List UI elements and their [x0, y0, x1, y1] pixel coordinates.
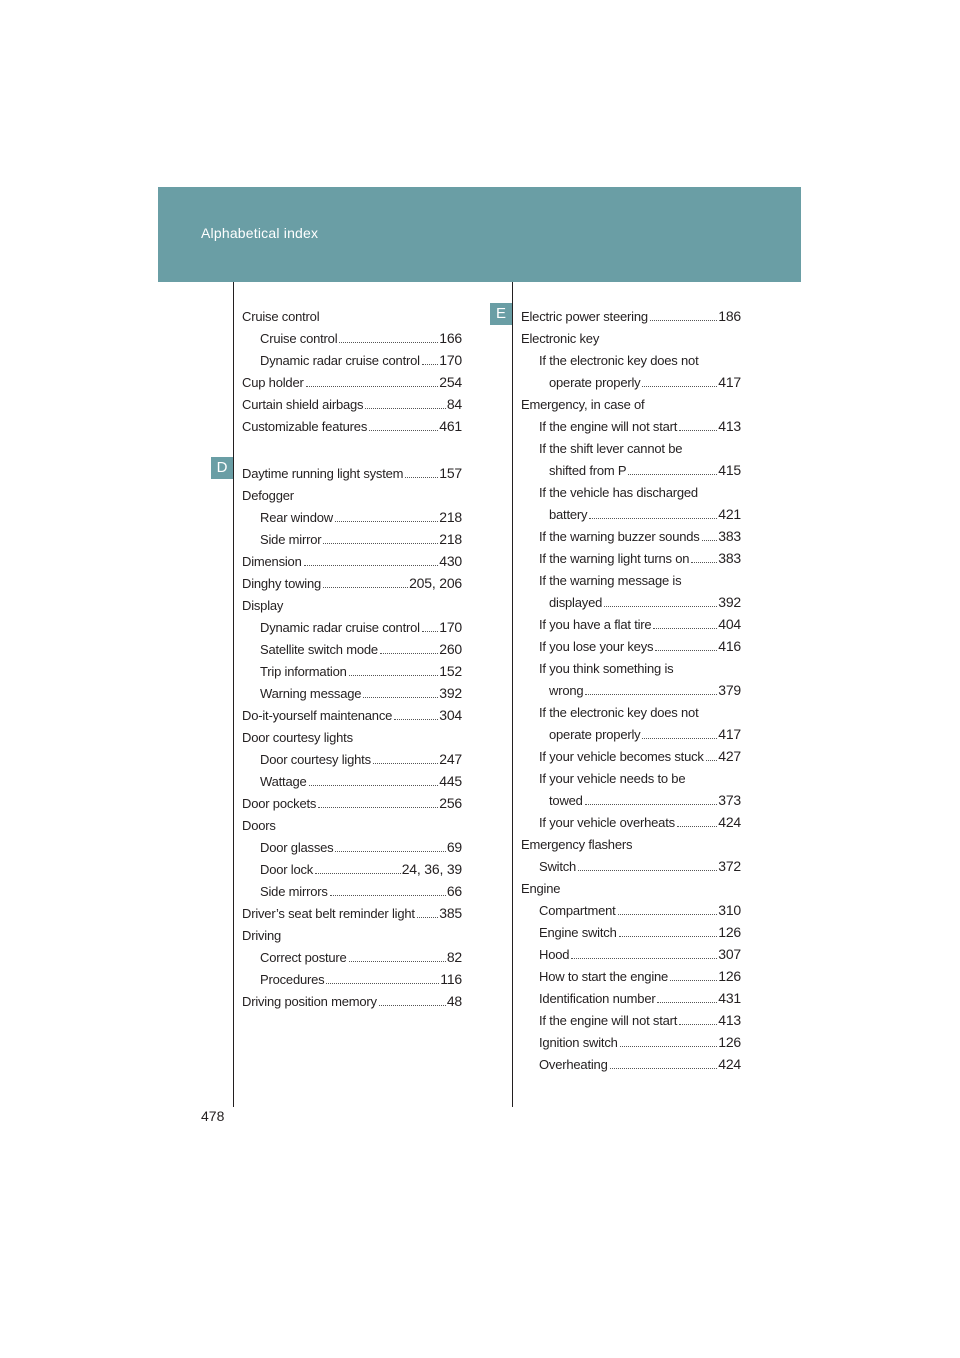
entry-page-number[interactable]: 256: [439, 795, 462, 811]
entry-text: Cruise control: [260, 331, 338, 346]
index-entry[interactable]: [242, 346, 462, 368]
entry-text: If the warning light turns on: [539, 551, 690, 566]
entry-text: Identification number: [539, 991, 656, 1006]
index-entry[interactable]: [242, 833, 462, 855]
dot-leader: [304, 557, 439, 566]
entry-page-number[interactable]: 424: [718, 814, 741, 830]
index-entry: [242, 481, 462, 503]
dot-leader: [650, 312, 717, 321]
entry-page-number[interactable]: 152: [439, 663, 462, 679]
dot-leader: [394, 711, 438, 720]
entry-text: Dynamic radar cruise control: [260, 353, 420, 368]
dot-leader: [349, 667, 439, 676]
entry-page-number[interactable]: 310: [718, 902, 741, 918]
dot-leader: [369, 422, 438, 431]
entry-page-number[interactable]: 385: [439, 905, 462, 921]
index-entry[interactable]: [242, 767, 462, 789]
index-entry[interactable]: [521, 984, 741, 1006]
entry-page-number[interactable]: 392: [439, 685, 462, 701]
index-entry[interactable]: [521, 632, 741, 654]
entry-text: Cruise control: [242, 309, 320, 324]
entry-text: If the shift lever cannot be: [539, 441, 683, 456]
entry-page-number[interactable]: 461: [439, 418, 462, 434]
dot-leader: [604, 598, 717, 607]
dot-leader: [679, 422, 717, 431]
index-entry[interactable]: [521, 1006, 741, 1028]
entry-page-number[interactable]: 166: [439, 330, 462, 346]
entry-text: Switch: [539, 859, 577, 874]
index-entry: [521, 390, 741, 412]
dot-leader: [670, 972, 717, 981]
dot-leader: [653, 620, 717, 629]
dot-leader: [657, 994, 717, 1003]
entry-text: Hood: [539, 947, 570, 962]
dot-leader: [642, 378, 717, 387]
index-entry: [242, 811, 462, 833]
entry-page-number[interactable]: 392: [718, 594, 741, 610]
index-entry[interactable]: [521, 368, 741, 390]
dot-leader: [380, 645, 438, 654]
entry-page-number[interactable]: 260: [439, 641, 462, 657]
dot-leader: [702, 532, 718, 541]
entry-text: If you think something is: [539, 661, 674, 676]
dot-leader: [628, 466, 717, 475]
index-entry[interactable]: [242, 547, 462, 569]
entry-page-number[interactable]: 304: [439, 707, 462, 723]
dot-leader: [642, 730, 717, 739]
entry-text: If the electronic key does not: [539, 705, 699, 720]
entry-page-number[interactable]: 205, 206: [409, 575, 462, 591]
index-entry[interactable]: [521, 720, 741, 742]
dot-leader: [589, 510, 717, 519]
page-header: [158, 187, 801, 282]
left-rule: [233, 282, 234, 1107]
entry-text: If your vehicle becomes stuck: [539, 749, 704, 764]
entry-text: shifted from P: [549, 463, 627, 478]
entry-text: If the vehicle has discharged: [539, 485, 698, 500]
entry-text: Emergency flashers: [521, 837, 633, 852]
entry-page-number[interactable]: 307: [718, 946, 741, 962]
entry-text: Engine: [521, 881, 561, 896]
index-entry[interactable]: [521, 302, 741, 324]
index-entry[interactable]: [521, 896, 741, 918]
entry-text: Warning message: [260, 686, 362, 701]
entry-text: If the warning buzzer sounds: [539, 529, 700, 544]
index-entry[interactable]: [521, 808, 741, 830]
entry-text: towed: [549, 793, 583, 808]
index-entry[interactable]: [521, 522, 741, 544]
index-entry[interactable]: [521, 940, 741, 962]
index-entry[interactable]: [521, 588, 741, 610]
entry-text: Ignition switch: [539, 1035, 618, 1050]
entry-page-number[interactable]: 413: [718, 1012, 741, 1028]
index-entry[interactable]: [242, 679, 462, 701]
index-entry[interactable]: [242, 899, 462, 921]
entry-text: Side mirror: [260, 532, 322, 547]
index-entry: [521, 566, 741, 588]
entry-text: Door pockets: [242, 796, 317, 811]
index-entry[interactable]: [242, 368, 462, 390]
index-entry: [521, 346, 741, 368]
entry-page-number[interactable]: 84: [446, 396, 462, 412]
dot-leader: [619, 928, 718, 937]
index-entry[interactable]: [242, 569, 462, 591]
entry-text: Wattage: [260, 774, 307, 789]
entry-page-number[interactable]: 424: [718, 1056, 741, 1072]
entry-page-number[interactable]: 48: [446, 993, 462, 1009]
dot-leader: [379, 997, 446, 1006]
dot-leader: [655, 642, 717, 651]
index-entry[interactable]: [242, 525, 462, 547]
index-entry[interactable]: [521, 610, 741, 632]
right-index-column: [521, 302, 741, 1072]
entry-page-number[interactable]: 421: [718, 506, 741, 522]
dot-leader: [422, 356, 438, 365]
entry-text: Electronic key: [521, 331, 600, 346]
entry-text: Do-it-yourself maintenance: [242, 708, 393, 723]
index-entry[interactable]: [521, 918, 741, 940]
entry-text: Dinghy towing: [242, 576, 322, 591]
index-entry[interactable]: [521, 500, 741, 522]
entry-text: Procedures: [260, 972, 325, 987]
entry-text: operate properly: [549, 375, 641, 390]
entry-text: Rear window: [260, 510, 333, 525]
dot-leader: [618, 906, 718, 915]
dot-leader: [405, 469, 438, 478]
section-tab-d[interactable]: D: [211, 457, 233, 479]
entry-text: Compartment: [539, 903, 616, 918]
entry-page-number[interactable]: 416: [718, 638, 741, 654]
dot-leader: [620, 1038, 718, 1047]
index-entry: [521, 874, 741, 896]
entry-text: Door courtesy lights: [260, 752, 371, 767]
index-entry[interactable]: [521, 1028, 741, 1050]
entry-page-number[interactable]: 247: [439, 751, 462, 767]
entry-page-number[interactable]: 372: [718, 858, 741, 874]
entry-text: If the engine will not start: [539, 419, 678, 434]
entry-text: If your vehicle overheats: [539, 815, 675, 830]
entry-text: battery: [549, 507, 588, 522]
entry-page-number[interactable]: 24, 36, 39: [401, 861, 462, 877]
entry-page-number[interactable]: 116: [440, 971, 462, 987]
index-entry[interactable]: [521, 786, 741, 808]
dot-leader: [349, 953, 446, 962]
entry-text: Satellite switch mode: [260, 642, 378, 657]
entry-page-number[interactable]: 373: [718, 792, 741, 808]
entry-text: Defogger: [242, 488, 294, 503]
entry-page-number[interactable]: 417: [718, 374, 741, 390]
index-entry[interactable]: [521, 962, 741, 984]
entry-text: How to start the engine: [539, 969, 669, 984]
entry-page-number[interactable]: 82: [446, 949, 462, 965]
entry-page-number[interactable]: 170: [439, 619, 462, 635]
dot-leader: [315, 865, 401, 874]
entry-page-number[interactable]: 66: [446, 883, 462, 899]
entry-page-number[interactable]: 69: [446, 839, 462, 855]
entry-text: Door lock: [260, 862, 314, 877]
index-entry: [521, 698, 741, 720]
dot-leader: [417, 909, 438, 918]
index-entry[interactable]: [242, 324, 462, 346]
dot-leader: [330, 887, 446, 896]
index-entry[interactable]: [242, 987, 462, 1009]
dot-leader: [323, 579, 408, 588]
entry-text: Engine switch: [539, 925, 617, 940]
entry-page-number[interactable]: 126: [718, 924, 741, 940]
index-entry: [242, 591, 462, 613]
index-entry[interactable]: [242, 877, 462, 899]
index-entry[interactable]: [242, 701, 462, 723]
index-entry[interactable]: [242, 459, 462, 481]
entry-page-number[interactable]: 430: [439, 553, 462, 569]
dot-leader: [339, 334, 438, 343]
index-entry[interactable]: [242, 390, 462, 412]
entry-text: Side mirrors: [260, 884, 328, 899]
dot-leader: [706, 752, 718, 761]
entry-text: Emergency, in case of: [521, 397, 645, 412]
entry-page-number[interactable]: 431: [718, 990, 741, 1006]
entry-page-number[interactable]: 379: [718, 682, 741, 698]
entry-page-number[interactable]: 413: [718, 418, 741, 434]
dot-leader: [578, 862, 717, 871]
index-entry[interactable]: [242, 613, 462, 635]
index-entry[interactable]: [242, 412, 462, 434]
dot-leader: [323, 535, 438, 544]
index-entry[interactable]: [521, 852, 741, 874]
section-tab-e[interactable]: E: [490, 303, 512, 325]
entry-page-number[interactable]: 157: [439, 465, 462, 481]
index-entry: [521, 830, 741, 852]
index-entry[interactable]: [242, 855, 462, 877]
entry-page-number[interactable]: 218: [439, 509, 462, 525]
dot-leader: [326, 975, 439, 984]
index-entry: [521, 654, 741, 676]
entry-page-number[interactable]: 415: [718, 462, 741, 478]
entry-text: If the engine will not start: [539, 1013, 678, 1028]
page-number: 478: [201, 1108, 225, 1124]
entry-text: Curtain shield airbags: [242, 397, 364, 412]
right-rule: [512, 282, 513, 1107]
index-entry: [521, 478, 741, 500]
entry-text: Display: [242, 598, 284, 613]
entry-text: Doors: [242, 818, 276, 833]
entry-text: If you lose your keys: [539, 639, 654, 654]
index-entry[interactable]: [521, 676, 741, 698]
index-entry[interactable]: [242, 943, 462, 965]
entry-text: Driving position memory: [242, 994, 377, 1009]
entry-text: If the electronic key does not: [539, 353, 699, 368]
index-entry: [521, 434, 741, 456]
dot-leader: [585, 686, 717, 695]
dot-leader: [318, 799, 438, 808]
dot-leader: [571, 950, 717, 959]
entry-page-number[interactable]: 254: [439, 374, 462, 390]
dot-leader: [373, 755, 438, 764]
index-entry: [521, 324, 741, 346]
entry-text: Driver’s seat belt reminder light: [242, 906, 415, 921]
index-entry: [521, 764, 741, 786]
entry-text: Door courtesy lights: [242, 730, 353, 745]
index-entry[interactable]: [242, 503, 462, 525]
entry-text: If the warning message is: [539, 573, 682, 588]
entry-text: Cup holder: [242, 375, 304, 390]
index-entry[interactable]: [521, 1050, 741, 1072]
entry-text: wrong: [549, 683, 584, 698]
dot-leader: [309, 777, 439, 786]
index-entry[interactable]: [242, 745, 462, 767]
entry-page-number[interactable]: 445: [439, 773, 462, 789]
entry-text: Dynamic radar cruise control: [260, 620, 420, 635]
dot-leader: [335, 843, 445, 852]
entry-page-number[interactable]: 170: [439, 352, 462, 368]
index-entry[interactable]: [242, 789, 462, 811]
entry-text: Door glasses: [260, 840, 334, 855]
entry-page-number[interactable]: 417: [718, 726, 741, 742]
entry-text: Daytime running light system: [242, 466, 404, 481]
entry-text: Electric power steering: [521, 309, 648, 324]
index-entry[interactable]: [521, 456, 741, 478]
entry-page-number[interactable]: 186: [718, 308, 741, 324]
entry-text: Correct posture: [260, 950, 347, 965]
header-title: Alphabetical index: [201, 225, 319, 241]
entry-page-number[interactable]: 383: [718, 550, 741, 566]
index-entry: [242, 302, 462, 324]
entry-text: Dimension: [242, 554, 302, 569]
dot-leader: [585, 796, 718, 805]
dot-leader: [691, 554, 717, 563]
dot-leader: [677, 818, 717, 827]
index-entry: [242, 723, 462, 745]
dot-leader: [335, 513, 438, 522]
entry-text: Trip information: [260, 664, 347, 679]
dot-leader: [679, 1016, 717, 1025]
entry-page-number[interactable]: 126: [718, 968, 741, 984]
entry-page-number[interactable]: 383: [718, 528, 741, 544]
index-entry[interactable]: [521, 742, 741, 764]
entry-text: If you have a flat tire: [539, 617, 652, 632]
entry-page-number[interactable]: 404: [718, 616, 741, 632]
entry-page-number[interactable]: 126: [718, 1034, 741, 1050]
index-entry: [242, 921, 462, 943]
index-entry[interactable]: [521, 544, 741, 566]
entry-text: Customizable features: [242, 419, 368, 434]
entry-text: operate properly: [549, 727, 641, 742]
dot-leader: [610, 1060, 718, 1069]
entry-text: displayed: [549, 595, 603, 610]
entry-text: Overheating: [539, 1057, 608, 1072]
dot-leader: [363, 689, 438, 698]
left-index-column: [242, 302, 462, 1009]
entry-page-number[interactable]: 218: [439, 531, 462, 547]
entry-text: Driving: [242, 928, 282, 943]
index-entry[interactable]: [242, 657, 462, 679]
dot-leader: [306, 378, 439, 387]
dot-leader: [365, 400, 445, 409]
dot-leader: [422, 623, 438, 632]
index-entry[interactable]: [242, 635, 462, 657]
index-entry[interactable]: [521, 412, 741, 434]
entry-text: If your vehicle needs to be: [539, 771, 686, 786]
entry-page-number[interactable]: 427: [718, 748, 741, 764]
index-entry[interactable]: [242, 965, 462, 987]
